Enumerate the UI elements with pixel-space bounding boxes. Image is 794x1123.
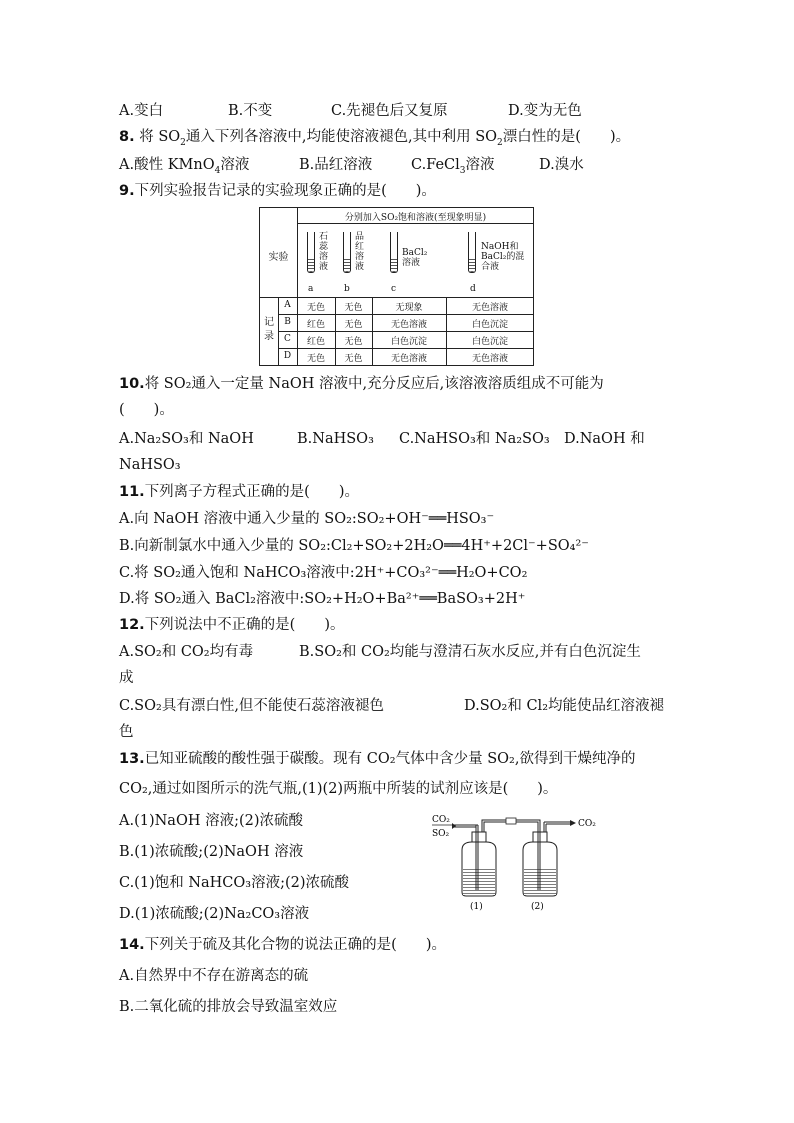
- table-cell: 无色溶液: [471, 354, 508, 364]
- tube-c: [390, 232, 398, 273]
- q14-stem-text: 下列关于硫及其化合物的说法正确的是( )。: [144, 937, 446, 953]
- q9-number: 9.: [119, 183, 135, 199]
- q13-stem2: CO₂,通过如图所示的洗气瓶,(1)(2)两瓶中所装的试剂应该是( )。: [119, 781, 558, 797]
- q11-option-b: B.向新制氯水中通入少量的 SO₂:Cl₂+SO₂+2H₂O══4H⁺+2Cl⁻+SO₄²⁻: [119, 538, 589, 554]
- table-cell: 无色溶液: [390, 354, 427, 364]
- table-record-label: 记录: [264, 317, 274, 342]
- fig-in-bottom: SO₂: [432, 829, 450, 839]
- q13-option-d: D.(1)浓硫酸;(2)Na₂CO₃溶液: [119, 906, 310, 922]
- q12-number: 12.: [119, 617, 145, 633]
- q10-option-d: D.NaOH 和: [564, 431, 645, 447]
- tube-b-label: 品红溶液: [355, 232, 365, 272]
- q13-option-b: B.(1)浓硫酸;(2)NaOH 溶液: [119, 844, 304, 860]
- q8-stem-b: 通入下列各溶液中,均能使溶液褪色,其中利用 SO: [185, 129, 498, 145]
- row-key: A: [284, 300, 291, 310]
- tube-d-letter: d: [470, 284, 476, 294]
- tube-c-label: BaCl₂溶液: [402, 248, 428, 268]
- q8-option-b: B.品红溶液: [299, 157, 373, 173]
- q11-option-c: C.将 SO₂通入饱和 NaHCO₃溶液中:2H⁺+CO₃²⁻══H₂O+CO₂: [119, 565, 528, 581]
- row-key: C: [284, 334, 291, 344]
- q12-option-b: B.SO₂和 CO₂均能与澄清石灰水反应,并有白色沉淀生: [299, 644, 641, 660]
- q14-stem: [119, 935, 446, 955]
- row-key: B: [284, 317, 291, 327]
- q12-option-b-cont: 成: [119, 670, 134, 686]
- bottle-2-label: (2): [531, 902, 544, 912]
- q10-option-c: C.NaHSO₃和 Na₂SO₃: [399, 431, 550, 447]
- tube-a-letter: a: [308, 284, 314, 294]
- q12-option-d: D.SO₂和 Cl₂均能使品红溶液褪: [464, 698, 665, 714]
- table-cell: 无现象: [395, 303, 423, 313]
- table-cell: 白色沉淀: [471, 320, 508, 330]
- q14-number: 14.: [119, 937, 145, 953]
- table-cell: 白色沉淀: [390, 337, 427, 347]
- q14-option-b: B.二氧化硫的排放会导致温室效应: [119, 999, 338, 1015]
- q8-option-c: C.FeCl$_3$溶液: [411, 157, 495, 176]
- q12-option-d-cont: 色: [119, 724, 134, 740]
- gas-washing-bottles-figure: [430, 812, 600, 912]
- table-exp-label: 实验: [268, 252, 289, 263]
- q10-stem2: ( )。: [119, 402, 174, 418]
- tube-c-letter: c: [391, 284, 397, 294]
- q7-option-b: B.不变: [228, 103, 273, 119]
- q7-option-a: A.变白: [119, 103, 164, 119]
- q8-stem: 8. 将 $SO_2$通入下列各溶液中,均能使溶液褪色,其中利用 $SO_2$漂白性的是( )。: [119, 129, 631, 148]
- table-cell: 无色溶液: [471, 303, 508, 313]
- q8-option-a: A.酸性 KMnO$_4$溶液: [119, 157, 250, 176]
- q12-stem: [119, 615, 345, 635]
- tube-a-label: 石蕊溶液: [319, 232, 329, 272]
- q7-option-d: D.变为无色: [508, 103, 582, 119]
- table-cell: 无色溶液: [390, 320, 427, 330]
- q12-option-c: C.SO₂具有漂白性,但不能使石蕊溶液褪色: [119, 698, 384, 714]
- tube-d: [468, 232, 476, 273]
- table-cell: 无色: [344, 337, 363, 347]
- q11-option-a: A.向 NaOH 溶液中通入少量的 SO₂:SO₂+OH⁻══HSO₃⁻: [119, 511, 495, 527]
- q10-option-d-cont: NaHSO₃: [119, 457, 181, 473]
- q10-stem-text: 将 SO₂通入一定量 NaOH 溶液中,充分反应后,该溶液溶质组成不可能为: [144, 376, 604, 392]
- table-cell: 无色: [344, 303, 363, 313]
- q12-stem-text: 下列说法中不正确的是( )。: [144, 617, 345, 633]
- table-cell: 无色: [306, 354, 325, 364]
- q8-option-d: D.溴水: [539, 157, 584, 173]
- tube-b-letter: b: [344, 284, 350, 294]
- bottle-1-label: (1): [470, 902, 483, 912]
- q8-stem-c: 漂白性的是( )。: [502, 129, 631, 145]
- q11-option-d: D.将 SO₂通入 BaCl₂溶液中:SO₂+H₂O+Ba²⁺══BaSO₃+2H⁺: [119, 591, 526, 607]
- q13-number: 13.: [119, 751, 145, 767]
- q13-option-c: C.(1)饱和 NaHCO₃溶液;(2)浓硫酸: [119, 875, 350, 891]
- q13-stem: [119, 749, 635, 769]
- table-cell: 红色: [306, 337, 325, 347]
- q8-stem-a: 将 SO: [139, 129, 181, 145]
- q10-stem: [119, 374, 604, 394]
- q10-option-a: A.Na₂SO₃和 NaOH: [119, 431, 254, 447]
- fig-in-top: CO₂: [432, 815, 450, 825]
- tube-d-label: NaOH和BaCl₂的混合液: [481, 242, 525, 272]
- table-cell: 无色: [344, 320, 363, 330]
- q11-stem: [119, 482, 359, 502]
- q9-stem-text: 下列实验报告记录的实验现象正确的是( )。: [134, 183, 436, 199]
- q9-experiment-table: [259, 207, 534, 366]
- fig-out: CO₂: [578, 819, 596, 829]
- tube-b: [343, 232, 351, 273]
- q11-stem-text: 下列离子方程式正确的是( )。: [144, 484, 360, 500]
- tube-a: [307, 232, 315, 273]
- q11-number: 11.: [119, 484, 145, 500]
- table-cell: 无色: [306, 303, 325, 313]
- q14-option-a: A.自然界中不存在游离态的硫: [119, 968, 309, 984]
- q13-stem-text: 已知亚硫酸的酸性强于碳酸。现有 CO₂气体中含少量 SO₂,欲得到干燥纯净的: [144, 751, 636, 767]
- q12-option-a: A.SO₂和 CO₂均有毒: [119, 644, 254, 660]
- table-cell: 无色: [344, 354, 363, 364]
- q8-number: 8.: [119, 129, 135, 145]
- q9-stem: [119, 181, 436, 201]
- q13-option-a: A.(1)NaOH 溶液;(2)浓硫酸: [119, 813, 304, 829]
- q10-option-b: B.NaHSO₃: [297, 431, 374, 447]
- table-cell: 红色: [306, 320, 325, 330]
- bottle-2: [523, 822, 557, 896]
- table-cell: 白色沉淀: [471, 337, 508, 347]
- table-header-top: 分别加入SO₂饱和溶液(至现象明显): [344, 213, 487, 223]
- q10-number: 10.: [119, 376, 145, 392]
- bottle-1: [462, 822, 496, 896]
- q7-option-c: C.先褪色后又复原: [331, 103, 448, 119]
- row-key: D: [283, 351, 292, 361]
